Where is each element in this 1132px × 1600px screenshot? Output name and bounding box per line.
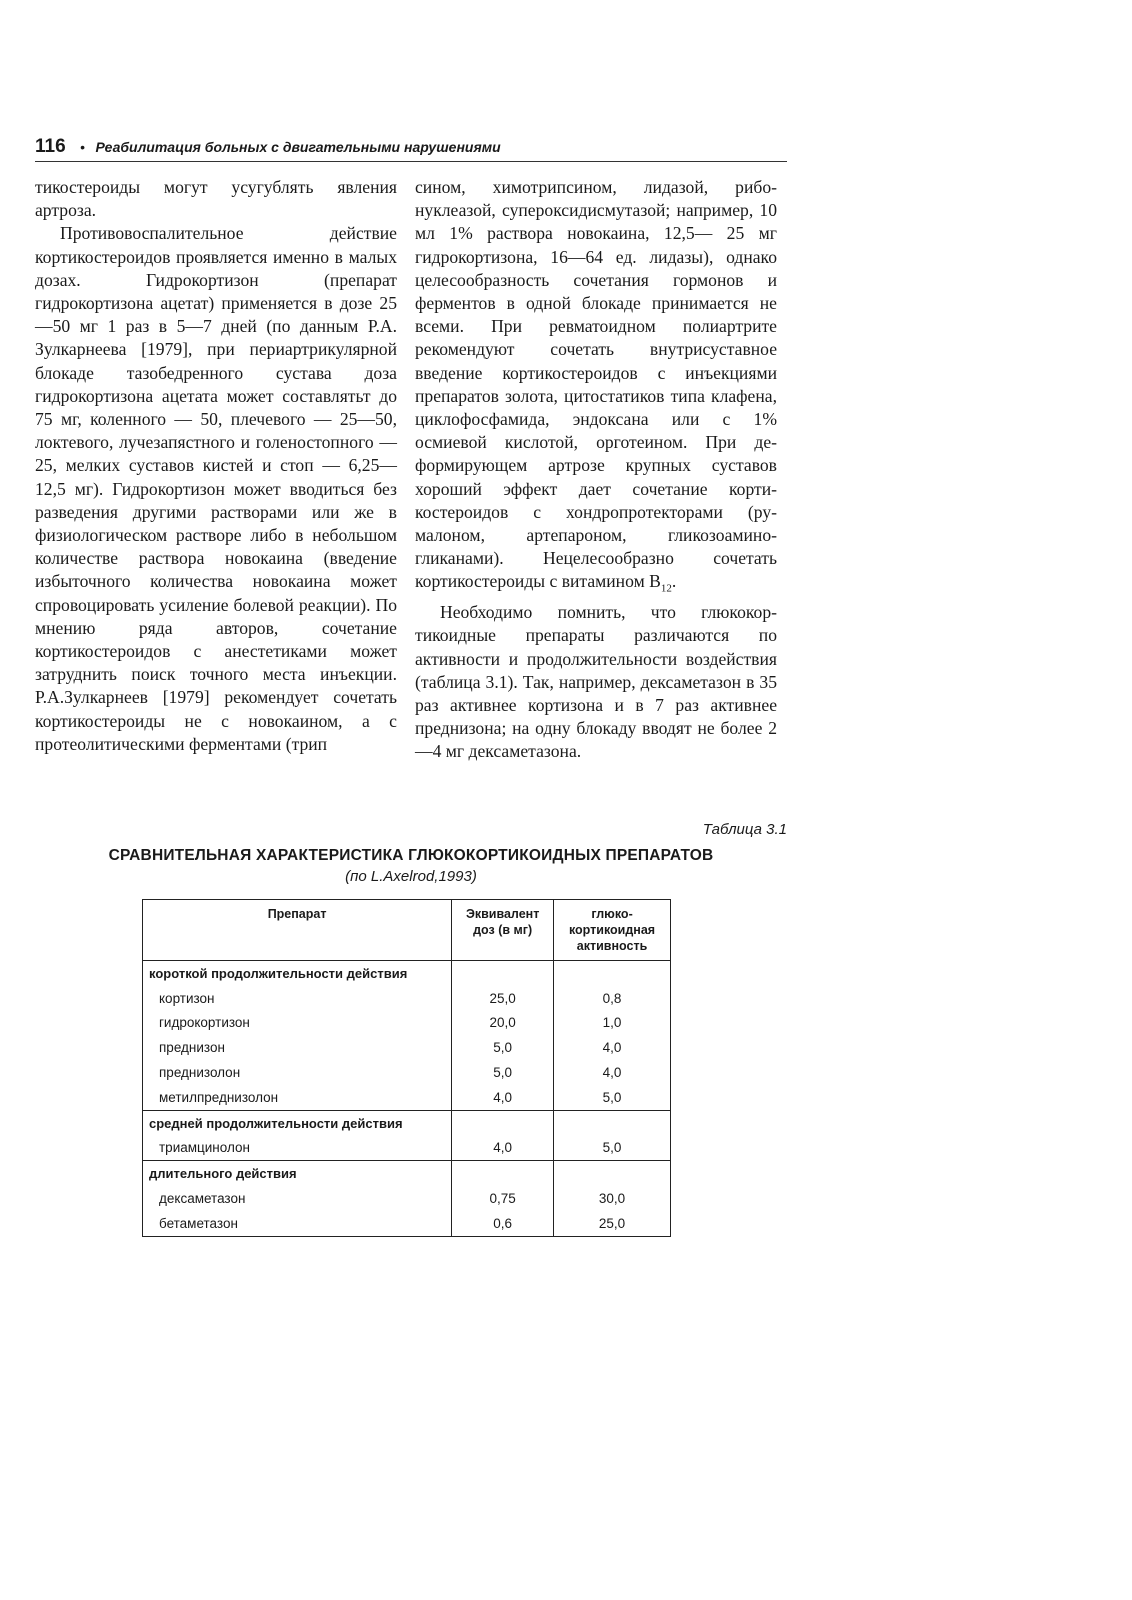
subscript: 12 <box>660 582 672 595</box>
glucocorticoid-table <box>142 899 671 1237</box>
paragraph: Необходимо помнить, что глюкокортикоидные препараты различаются по активности и продолжительности воздействия (таблица 3.1). Так, например, дексаметазон в 35 раз активнее кортизона и в 7 раз активнее преднизона; на одну блокаду вводят не более 2—4 мг дексаметазона. <box>415 602 777 762</box>
table-row <box>143 1011 671 1036</box>
drug-name: бетаметазон <box>159 1215 238 1231</box>
drug-name: гидрокортизон <box>159 1015 250 1031</box>
header-drug: Препарат <box>143 900 452 961</box>
header-activity-line: кортикоидная <box>568 923 656 937</box>
drug-activity: 4,0 <box>554 1035 671 1060</box>
page-number: 116 <box>35 136 66 157</box>
drug-dose: 25,0 <box>452 986 554 1011</box>
header-dose-line: Эквивалент <box>465 907 540 921</box>
drug-dose: 4,0 <box>452 1085 554 1110</box>
drug-dose: 0,75 <box>452 1186 554 1211</box>
text-column-right <box>415 176 777 764</box>
table-label: Таблица 3.1 <box>702 821 787 838</box>
running-header <box>35 136 787 162</box>
drug-activity: 4,0 <box>554 1060 671 1085</box>
drug-activity: 0,8 <box>554 986 671 1011</box>
running-title: Реабилитация больных с двигательными нарушениями <box>95 139 501 155</box>
table-row <box>143 1186 671 1211</box>
header-dose-line: доз (в мг) <box>473 923 533 937</box>
table-header-row <box>143 900 671 961</box>
table-row <box>143 1060 671 1085</box>
group-title: средней продолжительности действия <box>143 1110 452 1135</box>
drug-activity: 5,0 <box>554 1136 671 1161</box>
drug-dose: 5,0 <box>452 1060 554 1085</box>
table-title: СРАВНИТЕЛЬНАЯ ХАРАКТЕРИСТИКА ГЛЮКОКОРТИКОИДНЫХ ПРЕПАРАТОВ <box>108 847 714 864</box>
drug-activity: 25,0 <box>554 1211 671 1236</box>
group-row <box>143 1110 671 1135</box>
header-activity-line: глюко- <box>591 907 633 921</box>
header-bullet: • <box>80 139 86 155</box>
drug-name: преднизон <box>159 1040 225 1056</box>
drug-activity: 1,0 <box>554 1011 671 1036</box>
drug-name: дексаметазон <box>159 1191 246 1207</box>
group-title: длительного действия <box>143 1161 452 1186</box>
table-row <box>143 1035 671 1060</box>
table-row <box>143 1085 671 1110</box>
paragraph: Противовоспалительное действие кортикостероидов проявляется именно в малых дозах. Гидрокортизон (препарат гидрокортизона ацетат) применяется в дозе 25—50 мг 1 раз в 5—7 дней (по данным Р.А. Зулкарнеева [1979], при периартрикулярной блокаде тазобедренного сустава доза гидрокортизона ацетата может составлятьт до 75 мг, коленного — 50, плечевого — 25—50, локтевого, лучезапястного и голеностопного — 25, мелких суставов кистей и стоп — 6,25—12,5 мг). Гидрокортизон может вводиться без разведения другими растворами или же в физиологическом растворе либо в небольшом количестве раствора новокаина (введение избыточного количества новокаина может спровоцировать усиление болевой реакции). По мнению ряда авторов, сочетание кортикостероидов с анестетиками может затруднить поиск точного места инъекции. Р.А.Зулкарнеев [1979] рекомендует сочетать кортикостероиды не с новокаином, а с протеолитическими ферментами (трип <box>35 223 397 754</box>
paragraph <box>415 176 777 601</box>
drug-name: кортизон <box>159 990 215 1006</box>
text-column-left <box>35 176 397 756</box>
drug-dose: 5,0 <box>452 1035 554 1060</box>
group-row <box>143 1161 671 1186</box>
table-source: (по L.Axelrod,1993) <box>345 868 477 885</box>
paragraph-end: . <box>671 571 677 592</box>
drug-activity: 5,0 <box>554 1085 671 1110</box>
paragraph: тикостероиды могут усугублять явления артроза. <box>35 177 397 221</box>
paragraph-text: сином, химотрипсином, лидазой, рибонуклеазой, супероксидисмутазой; например, 10 мл 1% раствора новокаина, 12,5— 25 мг гидрокортизона, 16—64 ед. лидазы), однако целесообразность сочетания гормонов и ферментов в одной блокаде принимается не всеми. При ревматоидном полиартрите рекомендуют сочетать внутрисуставное введение кортикостероидов с инъекциями препаратов золота, цитостатиков типа клафена, циклофосфамида, эндоксана или с 1% осмиевой кислотой, орготеином. При деформирующем артрозе крупных суставов хороший эффект дает сочетание кортикостероидов с хондропротекторами (румалоном, артепароном, гликозоаминогликанами). Нецелесообразно сочетать кортикостероиды с витамином В <box>415 177 777 592</box>
drug-name: триамцинолон <box>159 1140 250 1156</box>
header-activity-line: активность <box>576 939 648 953</box>
drug-dose: 20,0 <box>452 1011 554 1036</box>
drug-name: преднизолон <box>159 1065 241 1081</box>
drug-dose: 0,6 <box>452 1211 554 1236</box>
table-row <box>143 1211 671 1236</box>
group-row <box>143 961 671 986</box>
drug-dose: 4,0 <box>452 1136 554 1161</box>
table-row <box>143 1136 671 1161</box>
header-dose <box>452 900 554 961</box>
group-title: короткой продолжительности действия <box>149 965 408 981</box>
table-row <box>143 986 671 1011</box>
drug-name: метилпреднизолон <box>159 1089 279 1105</box>
drug-activity: 30,0 <box>554 1186 671 1211</box>
header-activity <box>554 900 671 961</box>
